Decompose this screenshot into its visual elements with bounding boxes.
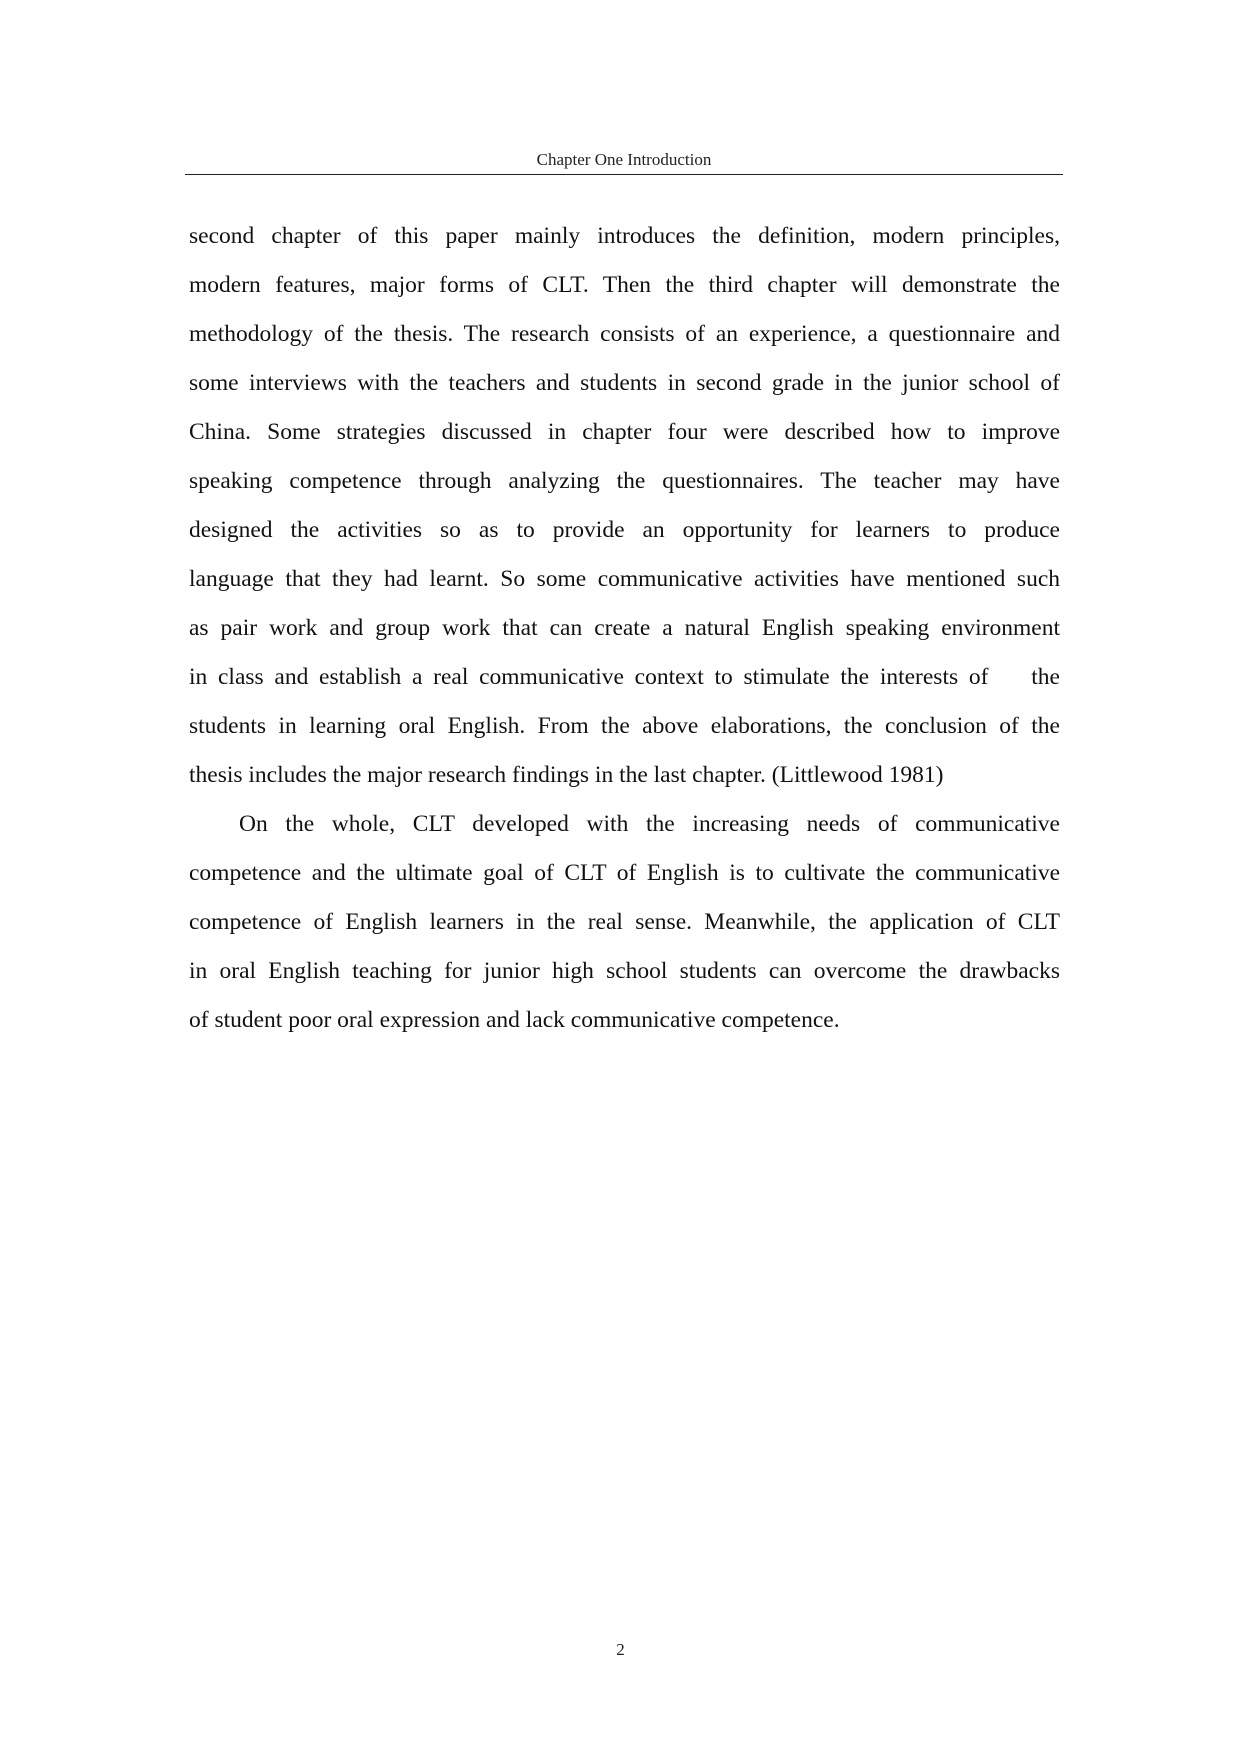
text-line: modern features, major forms of CLT. Then the third chapter will demonstrate the [189,272,1060,298]
body-text [189,212,1060,1045]
text-line: second chapter of this paper mainly introduces the definition, modern principles, [189,223,1060,249]
text-line: competence and the ultimate goal of CLT of English is to cultivate the communicative [189,860,1060,886]
text-line: language that they had learnt. So some communicative activities have mentioned such [189,566,1060,592]
text-line: in class and establish a real communicative context to stimulate the interests of the [189,664,1060,690]
paragraph-1 [189,212,1060,800]
text-line: competence of English learners in the real sense. Meanwhile, the application of CLT [189,909,1060,935]
text-line: in oral English teaching for junior high school students can overcome the drawbacks [189,958,1060,984]
text-line: speaking competence through analyzing the questionnaires. The teacher may have [189,468,1060,494]
text-line: thesis includes the major research findings in the last chapter. (Littlewood 1981) [189,762,944,788]
running-header: Chapter One Introduction [536,150,712,169]
text-line: as pair work and group work that can create a natural English speaking environment [189,615,1060,641]
text-line: students in learning oral English. From the above elaborations, the conclusion of the [189,713,1060,739]
text-line: On the whole, CLT developed with the increasing needs of communicative [239,811,1060,837]
text-line: some interviews with the teachers and students in second grade in the junior school of [189,370,1060,396]
page-number: 2 [616,1640,625,1659]
text-line: China. Some strategies discussed in chapter four were described how to improve [189,419,1060,445]
text-line: of student poor oral expression and lack communicative competence. [189,1007,840,1033]
text-line: methodology of the thesis. The research consists of an experience, a questionnaire and [189,321,1060,347]
text-line: designed the activities so as to provide an opportunity for learners to produce [189,517,1060,543]
header-rule [185,174,1063,175]
paragraph-2 [189,800,1060,1045]
